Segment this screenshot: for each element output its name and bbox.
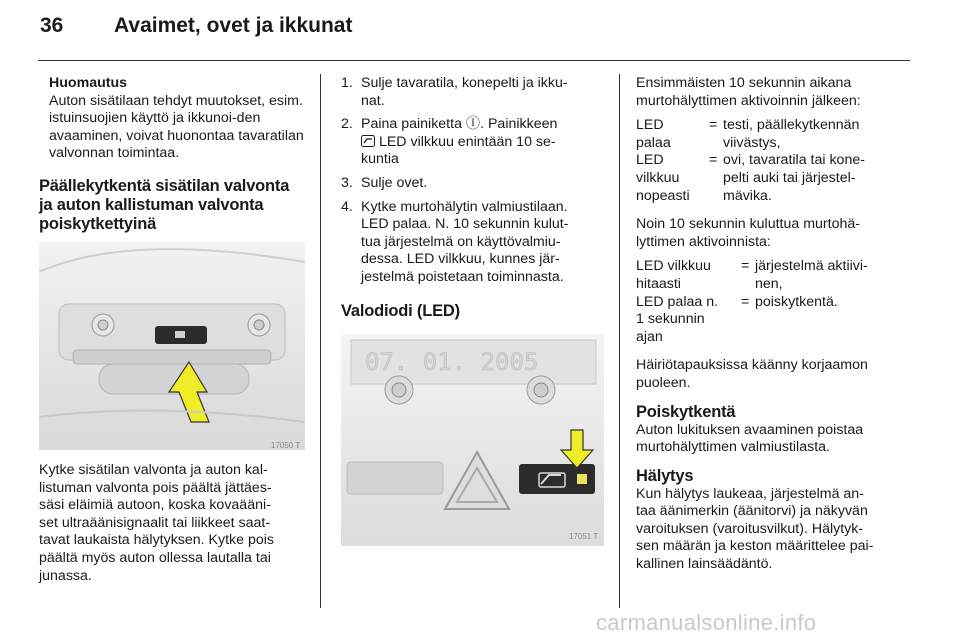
- body-line: Kytke sisätilan valvonta ja auton kal-: [39, 462, 268, 478]
- led-heading: Valodiodi (LED): [341, 302, 460, 320]
- table-value-line: testi, päällekytkennän: [723, 117, 860, 134]
- section-heading-interior-monitoring: [39, 177, 314, 234]
- heading-line: poiskytkettyinä: [39, 215, 157, 233]
- table-value: [723, 152, 910, 205]
- step-line: Sulje tavaratila, konepelti ja ikku-: [361, 75, 568, 91]
- left-body-text: [39, 462, 309, 585]
- table-equals: =: [709, 117, 718, 134]
- halytys-line: taa äänimerkin (äänitorvi) ja näkyvän: [636, 503, 868, 520]
- step-item: [341, 199, 609, 287]
- page-header: [0, 0, 960, 62]
- step-number: 4.: [341, 198, 353, 215]
- body-line: tavat laukaista hälytyksen. Kytke pois: [39, 532, 275, 549]
- step-line: kuntia: [361, 151, 399, 168]
- step-line: LED palaa. N. 10 sekunnin kulut-: [361, 216, 569, 233]
- table-key-line: LED: [636, 117, 664, 134]
- step-number: 3.: [341, 174, 353, 191]
- step-line: Kytke murtohälytin valmiustilaan.: [361, 198, 568, 215]
- heading-line: Päällekytkentä sisätilan valvonta: [39, 177, 290, 195]
- note-block: [49, 75, 305, 163]
- halytys-line: kallinen lainsäädäntö.: [636, 556, 773, 573]
- figure-led-panel-illustration: [341, 334, 604, 546]
- poiskytkenta-line: murtohälyttimen valmiustilasta.: [636, 439, 830, 456]
- table-key-line: vilkkuu: [636, 169, 680, 186]
- step-line: LED vilkkuu enintään 10 se-: [378, 133, 556, 150]
- fault-line: puoleen.: [636, 374, 691, 391]
- intro-line: murtohälyttimen aktivoinnin jälkeen:: [636, 92, 861, 109]
- halytys-line: Kun hälytys laukeaa, järjestelmä an-: [636, 485, 864, 502]
- table-key-line: LED: [636, 152, 664, 169]
- halytys-heading: Hälytys: [636, 466, 694, 485]
- table-equals: =: [709, 152, 718, 169]
- table-value: [723, 117, 910, 152]
- body-line: junassa.: [39, 567, 92, 584]
- step-item: [341, 75, 609, 110]
- figure-led-panel: [341, 334, 604, 546]
- table-value-line: poiskytkentä.: [755, 293, 838, 310]
- table-key-line: LED vilkkuu: [636, 258, 711, 275]
- table-value-line: mävika.: [723, 187, 772, 204]
- step-line: nat.: [361, 92, 385, 109]
- right-column: [636, 75, 910, 574]
- step-number: 2.: [341, 116, 353, 133]
- body-line: säsi eläimiä autoon, koska kovaääni-: [39, 497, 271, 514]
- step-line: Paina painiketta Ⓘ. Painikkeen: [361, 116, 558, 133]
- table-key: [636, 258, 741, 293]
- body-line: listuman valvonta pois päältä jättäes-: [39, 479, 272, 496]
- page-number: 36: [40, 14, 64, 37]
- table-equals: =: [741, 293, 750, 310]
- figure-code: 17051 T: [569, 532, 599, 541]
- table-equals: =: [741, 258, 750, 275]
- steps-list: [341, 75, 609, 293]
- clock-display: 07. 01. 2005: [365, 348, 539, 376]
- intro-line: Ensimmäisten 10 sekunnin aikana: [636, 75, 852, 91]
- table-value: [755, 294, 910, 347]
- table-key-line: LED palaa n.: [636, 293, 719, 310]
- watermark: carmanualsonline.info: [596, 610, 817, 635]
- table-value-line: pelti auki tai järjestel-: [723, 169, 856, 186]
- halytys-line: varoituksen (varoitusvilkut). Hälytyk-: [636, 520, 864, 537]
- step-number: 1.: [341, 75, 353, 91]
- table-key-line: palaa: [636, 134, 671, 151]
- step-line: jestelmä poistetaan toiminnasta.: [361, 268, 564, 285]
- table-value-line: viivästys,: [723, 134, 781, 151]
- poiskytkenta-line: Auton lukituksen avaaminen poistaa: [636, 421, 864, 438]
- table-key-line: hitaasti: [636, 275, 681, 292]
- poiskytkenta-heading: Poiskytkentä: [636, 402, 736, 421]
- figure-code: 17050 T: [271, 441, 301, 450]
- body-line: päältä myös auton ollessa lautalla tai: [39, 549, 271, 566]
- table-key-line: 1 sekunnin: [636, 311, 705, 328]
- fault-line: Häiriötapauksissa käänny korjaamon: [636, 357, 868, 374]
- figure-interior-button-illustration: [39, 242, 305, 450]
- car-alarm-icon: [361, 135, 375, 147]
- halytys-line: sen määrän ja keston määrittelee pai-: [636, 538, 874, 555]
- note-body: Auton sisätilaan tehdyt muutokset, esim. istuinsuojien käyttö ja ikkunoi-den avaaminen, voivat huonontaa tavaratilan valvonnan toimintaa.: [49, 92, 304, 162]
- step-line: Sulje ovet.: [361, 174, 428, 191]
- note-title: Huomautus: [49, 75, 128, 91]
- page-title: Avaimet, ovet ja ikkunat: [114, 14, 353, 37]
- table-key: [636, 117, 709, 152]
- body-line: set ultraäänisignaalit tai liikkeet saat-: [39, 514, 271, 531]
- figure-interior-button: [39, 242, 305, 450]
- step-item: [341, 175, 609, 193]
- table-value-line: järjestelmä aktiivi-: [755, 258, 868, 275]
- led-status-table-2: [636, 258, 910, 346]
- mid-line: lyttimen aktivoinnista:: [636, 233, 771, 250]
- table-key: [636, 294, 741, 347]
- table-value-line: nen,: [755, 275, 783, 292]
- table-key-line: ajan: [636, 328, 663, 345]
- table-value-line: ovi, tavaratila tai kone-: [723, 152, 865, 169]
- step-item: [341, 116, 609, 169]
- table-key: [636, 152, 709, 205]
- column-divider-right: [619, 74, 620, 608]
- table-value: [755, 258, 910, 293]
- column-divider-left: [320, 74, 321, 608]
- header-rule: [38, 60, 910, 61]
- heading-line: ja auton kallistuman valvonta: [39, 196, 264, 214]
- step-line: tua järjestelmä on käyttövalmiu-: [361, 233, 561, 250]
- led-status-table-1: [636, 117, 910, 205]
- mid-line: Noin 10 sekunnin kuluttua murtohä-: [636, 216, 860, 233]
- step-line: dessa. LED vilkkuu, kunnes jär-: [361, 251, 560, 268]
- table-key-line: nopeasti: [636, 187, 690, 204]
